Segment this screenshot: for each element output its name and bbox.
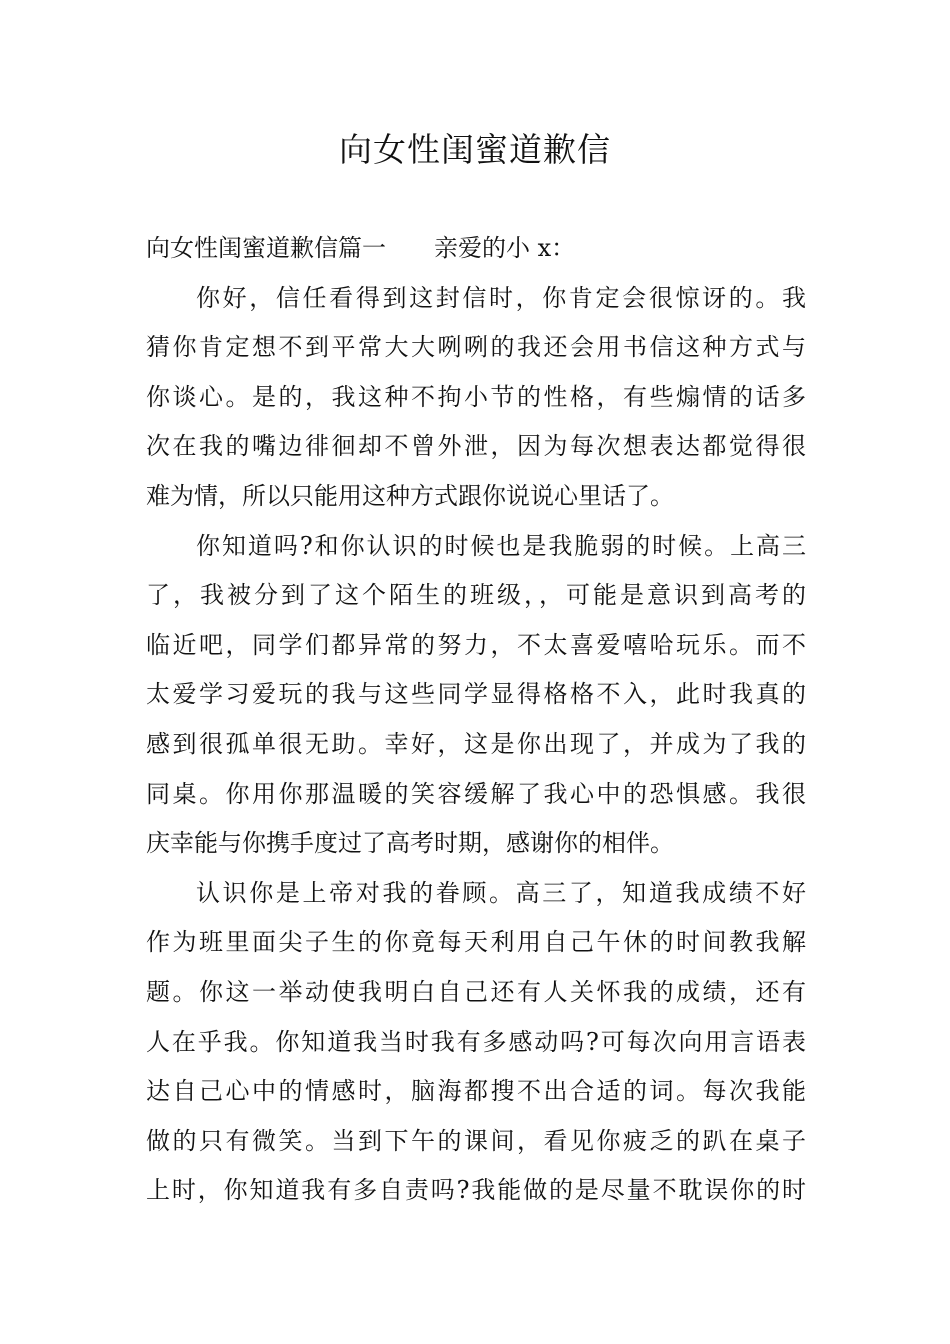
text-line: 同桌。你用你那温暖的笑容缓解了我心中的恐惧感。我很: [146, 779, 806, 808]
text-line: 次在我的嘴边徘徊却不曾外泄，因为每次想表达都觉得很: [146, 432, 806, 461]
text-line: 上时，你知道我有多自责吗?我能做的是尽量不耽误你的时: [146, 1176, 806, 1205]
heading-line: [146, 224, 806, 274]
text-line: 你知道吗?和你认识的时候也是我脆弱的时候。上高三: [196, 531, 806, 560]
text-line: 了，我被分到了这个陌生的班级，，可能是意识到高考的: [146, 581, 806, 610]
text-line: 庆幸能与你携手度过了高考时期，感谢你的相伴。: [146, 829, 674, 858]
text-line: 认识你是上帝对我的眷顾。高三了，知道我成绩不好: [196, 878, 806, 907]
text-line: 你好，信任看得到这封信时，你肯定会很惊讶的。我: [196, 283, 806, 312]
text-line: 难为情，所以只能用这种方式跟你说说心里话了。: [146, 481, 674, 510]
text-line: 题。你这一举动使我明白自己还有人关怀我的成绩，还有: [146, 977, 806, 1006]
text-line: 作为班里面尖子生的你竟每天利用自己午休的时间教我解: [146, 928, 806, 957]
document-body: [146, 224, 806, 1216]
heading-part-2: 亲爱的小 x：: [434, 234, 576, 262]
heading-part-1: 向女性闺蜜道歉信篇一: [146, 234, 386, 262]
document-title: 向女性闺蜜道歉信: [339, 130, 611, 169]
text-line: 人在乎我。你知道我当时我有多感动吗?可每次向用言语表: [146, 1027, 806, 1056]
text-line: 感到很孤单很无助。幸好，这是你出现了，并成为了我的: [146, 729, 806, 758]
text-line: 达自己心中的情感时，脑海都搜不出合适的词。每次我能: [146, 1077, 806, 1106]
text-line: 做的只有微笑。当到下午的课间，看见你疲乏的趴在桌子: [146, 1126, 806, 1155]
text-line: 太爱学习爱玩的我与这些同学显得格格不入，此时我真的: [146, 680, 806, 709]
text-line: 临近吧，同学们都异常的努力，不太喜爱嘻哈玩乐。而不: [146, 630, 806, 659]
text-line: 你谈心。是的，我这种不拘小节的性格，有些煽情的话多: [146, 382, 806, 411]
text-line: 猜你肯定想不到平常大大咧咧的我还会用书信这种方式与: [146, 333, 806, 362]
